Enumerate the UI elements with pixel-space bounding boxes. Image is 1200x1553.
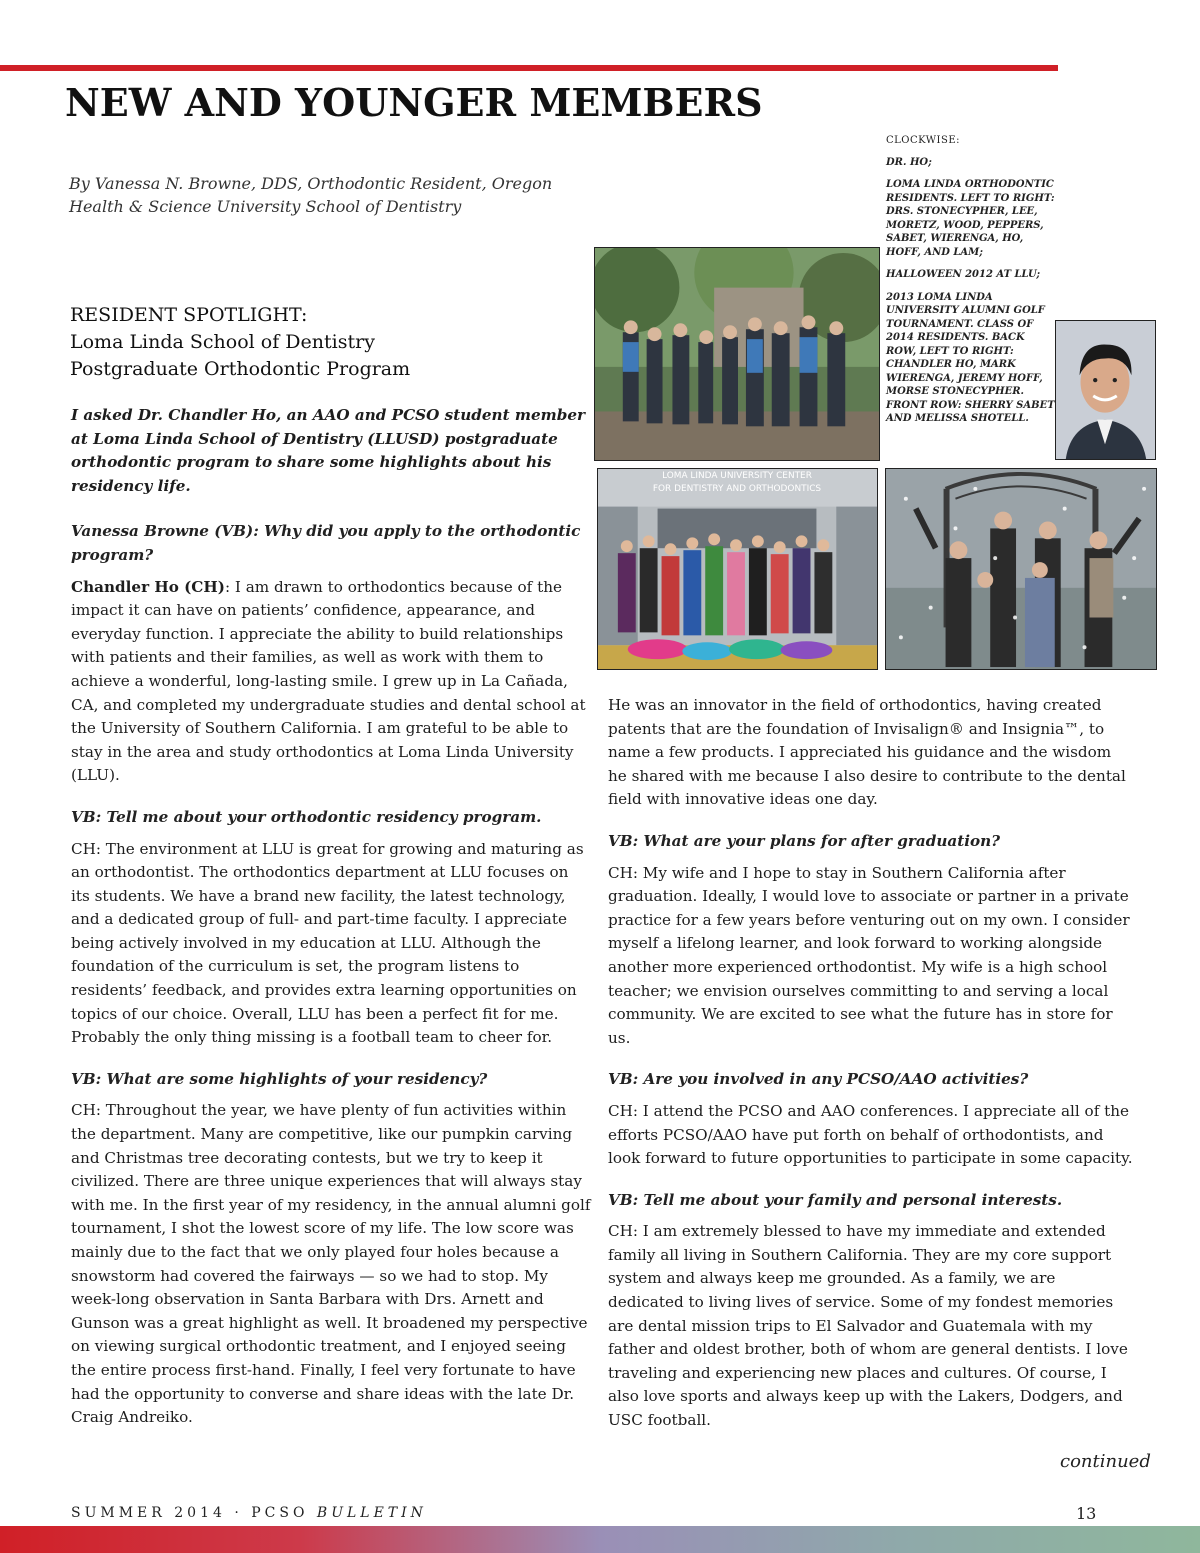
article-column-left <box>71 404 591 1448</box>
footer-magazine: BULLETIN <box>316 1505 427 1521</box>
section-heading-line: RESIDENT SPOTLIGHT: <box>70 304 308 326</box>
photo-caption <box>886 134 1056 435</box>
question: VB: Tell me about your family and personal interests. <box>608 1190 1063 1209</box>
caption-item: HALLOWEEN 2012 AT LLU; <box>886 269 1041 280</box>
byline: By Vanessa N. Browne, DDS, Orthodontic Resident, Oregon Health & Science University School of Dentistry <box>69 174 553 216</box>
answer <box>71 576 591 788</box>
halloween-photo <box>597 468 878 670</box>
continued-note: continued <box>1060 1451 1151 1472</box>
footer-publication <box>71 1505 427 1521</box>
answer: CH: The environment at LLU is great for growing and maturing as an orthodontist. The orthodontics department at LLU focuses on its students. We have a brand new facility, the latest technology, and a dedicated group of full- and part-time faculty. I appreciate being actively involved in my education at LLU. Although the foundation of the curriculum is set, the program listens to residents’ feedback, and provides extra learning opportunities on topics of our choice. Overall, LLU has been a perfect fit for me. Probably the only thing missing is a football team to cheer for. <box>71 839 584 1047</box>
caption-item: DR. HO; <box>886 156 932 168</box>
answer: CH: I am extremely blessed to have my immediate and extended family all living in Southern California. They are my core support system and always keep me grounded. As a family, we are dedicated to living lives of service. Some of my fondest memories are dental mission trips to El Salvador and Guatemala with my father and oldest brother, both of whom are general dentists. I love traveling and experiencing new places and cultures. Of course, I also love sports and always keep up with the Lakers, Dodgers, and USC football. <box>608 1222 1128 1430</box>
portrait-photo <box>1055 320 1156 460</box>
intro-paragraph: I asked Dr. Chandler Ho, an AAO and PCSO student member at Loma Linda School of Dentistry (LLUSD) postgraduate orthodontic program to share some highlights about his residency life. <box>71 406 585 495</box>
golf-snow-photo <box>885 468 1157 670</box>
section-heading-line: Postgraduate Orthodontic Program <box>70 358 411 380</box>
question: Vanessa Browne (VB): Why did you apply to the orthodontic program? <box>71 522 581 564</box>
answer: CH: Throughout the year, we have plenty of fun activities within the department. Many are competitive, like our pumpkin carving and Christmas tree decorating contests, but we try to keep it civilized. There are three unique experiences that will always stay with me. In the first year of my residency, in the annual alumni golf tournament, I shot the lowest score of my life. The low score was mainly due to the fact that we only played four holes because a snowstorm had covered the fairways — so we had to stop. My week-long observation in Santa Barbara with Drs. Arnett and Gunson was a great highlight as well. It broadened my perspective on viewing surgical orthodontic treatment, and I enjoyed seeing the entire process first-hand. Finally, I feel very fortunate to have had the opportunity to converse and share ideas with the late Dr. Craig Andreiko. <box>71 1101 591 1427</box>
question: VB: Tell me about your orthodontic residency program. <box>71 807 542 826</box>
footer-season: SUMMER 2014 · PCSO <box>71 1505 317 1521</box>
page-number: 13 <box>1076 1504 1097 1523</box>
caption-item: 2013 LOMA LINDA UNIVERSITY ALUMNI GOLF TOURNAMENT. CLASS OF 2014 RESIDENTS. BACK ROW, LEFT TO RIGHT: CHANDLER HO, MARK WIERENGA, JEREMY HOFF, MORSE STONECYPHER. FRONT ROW: SHERRY SABET AND MELISSA SHOTELL. <box>886 291 1055 424</box>
building-sign: FOR DENTISTRY AND ORTHODONTICS <box>652 483 822 494</box>
building-sign: LOMA LINDA UNIVERSITY CENTER <box>662 470 812 481</box>
section-heading <box>70 302 530 383</box>
residents-group-photo <box>594 247 880 461</box>
page-title: NEW AND YOUNGER MEMBERS <box>65 80 763 125</box>
caption-item: LOMA LINDA ORTHODONTIC RESIDENTS. LEFT TO RIGHT: DRS. STONECYPHER, LEE, MORETZ, WOOD, PEPPERS, SABET, WIERENGA, HO, HOFF, AND LAM; <box>886 179 1055 258</box>
answer-label: Chandler Ho (CH) <box>71 577 225 596</box>
section-heading-line: Loma Linda School of Dentistry <box>70 331 375 353</box>
answer-continued: He was an innovator in the field of orthodontics, having created patents that are the foundation of Invisalign® and Insignia™, to name a few products. I appreciated his guidance and the wisdom he shared with me because I also desire to contribute to the dental field with innovative ideas one day. <box>608 696 1126 809</box>
question: VB: What are some highlights of your residency? <box>71 1069 488 1088</box>
question: VB: What are your plans for after graduation? <box>608 831 1001 850</box>
top-rule <box>0 65 1058 71</box>
article-column-right <box>608 694 1133 1451</box>
caption-lead: CLOCKWISE: <box>886 135 961 146</box>
answer: CH: I attend the PCSO and AAO conferences. I appreciate all of the efforts PCSO/AAO have put forth on behalf of orthodontists, and look forward to future opportunities to participate in some capacity. <box>608 1101 1133 1168</box>
question: VB: Are you involved in any PCSO/AAO activities? <box>608 1070 1029 1089</box>
answer-text: : I am drawn to orthodontics because of the impact it can have on patients’ confidence, appearance, and everyday function. I appreciate the ability to build relationships with patients and their families, as well as work with them to achieve a wonderful, long-lasting smile. I grew up in La Cañada, CA, and completed my undergraduate studies and dental school at the University of Southern California. I am grateful to be able to stay in the area and study orthodontics at Loma Linda University (LLU). <box>71 577 586 785</box>
answer: CH: My wife and I hope to stay in Southern California after graduation. Ideally, I would love to associate or partner in a private practice for a few years before venturing out on my own. I consider myself a lifelong learner, and look forward to working alongside another more experienced orthodontist. My wife is a high school teacher; we envision ourselves committing to and serving a local community. We are excited to see what the future has in store for us. <box>608 863 1130 1047</box>
footer-gradient-bar <box>0 1526 1200 1553</box>
